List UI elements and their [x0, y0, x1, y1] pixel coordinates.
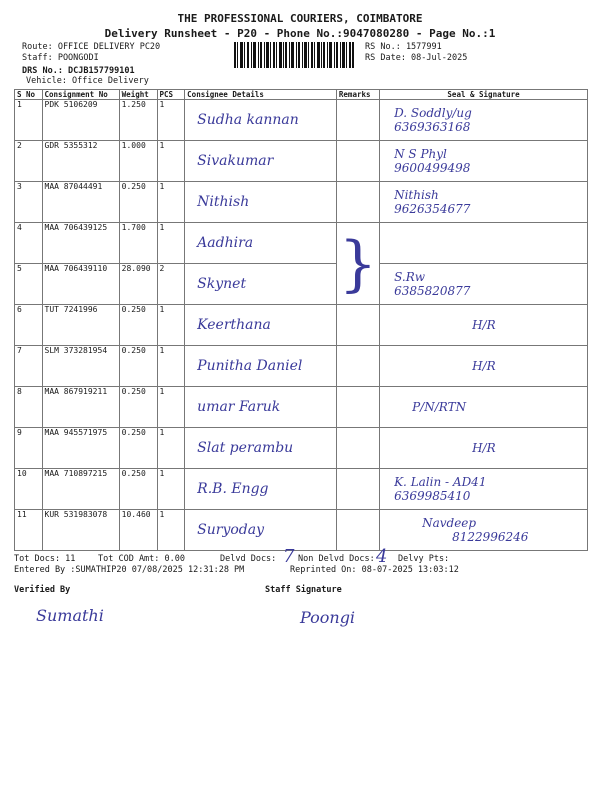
reprinted-on: Reprinted On: 08-07-2025 13:03:12 [290, 565, 459, 575]
seal-signature: S.Rw [394, 270, 426, 284]
non-delivered-docs-value: 4 [376, 546, 388, 567]
cell-weight: 28.090 [119, 264, 157, 305]
cell-consignment: MAA 706439125 [42, 223, 119, 264]
vehicle-label: Vehicle: Office Delivery [26, 76, 149, 86]
staff-label: Staff: POONGODI [22, 53, 99, 63]
cell-remarks [336, 387, 379, 428]
grouping-brace-icon: } [338, 228, 378, 299]
consignee-name: R.B. Engg [197, 481, 269, 497]
cell-consignee [185, 264, 337, 305]
cell-pcs: 1 [157, 346, 185, 387]
table-row [15, 387, 588, 428]
seal-signature: H/R [472, 441, 496, 455]
cell-pcs: 1 [157, 469, 185, 510]
table-row [15, 182, 588, 223]
consignee-name: Keerthana [197, 317, 271, 333]
cell-seal [380, 387, 588, 428]
cell-weight: 0.250 [119, 428, 157, 469]
cell-seal [380, 469, 588, 510]
delivery-points: Delvy Pts: [398, 554, 450, 564]
consignee-name: Sudha kannan [197, 112, 299, 128]
col-header-weight: Weight [119, 90, 157, 100]
cell-consignee [185, 387, 337, 428]
cell-consignee [185, 182, 337, 223]
cell-consignee [185, 469, 337, 510]
cell-consignee [185, 346, 337, 387]
seal-signature: D. Soddly/ug [394, 106, 472, 120]
cell-consignee [185, 223, 337, 264]
delivered-docs-label: Delvd Docs: [220, 554, 277, 564]
cell-consignee [185, 141, 337, 182]
cell-remarks [336, 100, 379, 141]
consignee-name: Suryoday [197, 522, 265, 538]
consignee-name: Aadhira [197, 235, 254, 251]
cell-seal [380, 346, 588, 387]
runsheet-table [14, 89, 588, 551]
table-row [15, 141, 588, 182]
verified-by-label: Verified By [14, 585, 71, 595]
cell-pcs: 1 [157, 428, 185, 469]
verified-signature: Sumathi [36, 606, 104, 625]
table-header-row [15, 90, 588, 100]
cell-seal [380, 264, 588, 305]
table-row [15, 305, 588, 346]
table-row [15, 346, 588, 387]
consignee-name: umar Faruk [197, 399, 281, 415]
cell-sno: 2 [15, 141, 43, 182]
cell-sno: 3 [15, 182, 43, 223]
seal-phone: 6369363168 [394, 120, 471, 134]
cell-consignee [185, 305, 337, 346]
table-row [15, 223, 588, 264]
cell-remarks [336, 182, 379, 223]
cell-consignment: MAA 710897215 [42, 469, 119, 510]
table-row [15, 100, 588, 141]
total-cod: Tot COD Amt: 0.00 [98, 554, 185, 564]
cell-consignment: MAA 945571975 [42, 428, 119, 469]
cell-seal [380, 100, 588, 141]
table-row [15, 264, 588, 305]
cell-sno: 1 [15, 100, 43, 141]
cell-weight: 1.000 [119, 141, 157, 182]
cell-seal [380, 510, 588, 551]
table-row [15, 428, 588, 469]
cell-seal [380, 305, 588, 346]
col-header-remarks: Remarks [336, 90, 379, 100]
cell-remarks [336, 469, 379, 510]
cell-sno: 6 [15, 305, 43, 346]
drs-number: DRS No.: DCJB157799101 [22, 66, 135, 76]
cell-remarks [336, 428, 379, 469]
cell-pcs: 1 [157, 387, 185, 428]
seal-phone: 9626354677 [394, 202, 471, 216]
col-header-sno: S No [15, 90, 43, 100]
cell-consignee [185, 510, 337, 551]
cell-pcs: 1 [157, 100, 185, 141]
cell-weight: 0.250 [119, 469, 157, 510]
seal-phone: 8122996246 [452, 530, 529, 544]
col-header-consignee: Consignee Details [185, 90, 337, 100]
staff-signature: Poongi [300, 608, 356, 627]
seal-signature: P/N/RTN [412, 400, 467, 414]
company-title: THE PROFESSIONAL COURIERS, COIMBATORE [177, 12, 423, 25]
seal-phone: 6369985410 [394, 489, 471, 503]
seal-phone: 6385820877 [394, 284, 471, 298]
cell-consignment: TUT 7241996 [42, 305, 119, 346]
table-row [15, 469, 588, 510]
cell-weight: 1.250 [119, 100, 157, 141]
seal-phone: 9600499498 [394, 161, 471, 175]
rs-number: RS No.: 1577991 [365, 42, 442, 52]
col-header-consignment: Consignment No [42, 90, 119, 100]
cell-pcs: 1 [157, 223, 185, 264]
cell-consignment: KUR 531983078 [42, 510, 119, 551]
cell-sno: 8 [15, 387, 43, 428]
barcode-image [234, 42, 354, 68]
cell-pcs: 1 [157, 182, 185, 223]
cell-remarks [336, 346, 379, 387]
seal-signature: H/R [472, 359, 496, 373]
cell-seal [380, 223, 588, 264]
col-header-pcs: PCS [157, 90, 185, 100]
cell-weight: 0.250 [119, 305, 157, 346]
delivered-docs-value: 7 [283, 546, 295, 567]
cell-remarks [336, 510, 379, 551]
cell-weight: 0.250 [119, 387, 157, 428]
non-delivered-docs-label: Non Delvd Docs: [298, 554, 375, 564]
cell-consignee [185, 100, 337, 141]
cell-pcs: 2 [157, 264, 185, 305]
total-docs: Tot Docs: 11 [14, 554, 76, 564]
cell-pcs: 1 [157, 141, 185, 182]
rs-date: RS Date: 08-Jul-2025 [365, 53, 468, 63]
seal-signature: N S Phyl [394, 147, 447, 161]
cell-weight: 0.250 [119, 346, 157, 387]
cell-sno: 4 [15, 223, 43, 264]
cell-weight: 10.460 [119, 510, 157, 551]
cell-pcs: 1 [157, 510, 185, 551]
cell-pcs: 1 [157, 305, 185, 346]
cell-consignment: PDK 5106209 [42, 100, 119, 141]
route-label: Route: OFFICE DELIVERY PC20 [22, 42, 161, 52]
cell-consignment: SLM 373281954 [42, 346, 119, 387]
consignee-name: Punitha Daniel [197, 358, 303, 374]
seal-signature: Navdeep [422, 516, 477, 530]
cell-sno: 11 [15, 510, 43, 551]
cell-seal [380, 182, 588, 223]
cell-seal [380, 428, 588, 469]
cell-consignment: MAA 867919211 [42, 387, 119, 428]
runsheet-subtitle: Delivery Runsheet - P20 - Phone No.:9047080280 - Page No.:1 [104, 27, 496, 40]
entered-by: Entered By :SUMATHIP20 07/08/2025 12:31:28 PM [14, 565, 245, 575]
cell-weight: 1.700 [119, 223, 157, 264]
consignee-name: Skynet [197, 276, 247, 292]
seal-signature: Nithish [394, 188, 439, 202]
consignee-name: Sivakumar [197, 153, 274, 169]
col-header-seal: Seal & Signature [380, 90, 588, 100]
cell-consignee [185, 428, 337, 469]
cell-remarks [336, 305, 379, 346]
cell-sno: 10 [15, 469, 43, 510]
cell-remarks [336, 141, 379, 182]
cell-seal [380, 141, 588, 182]
cell-sno: 5 [15, 264, 43, 305]
seal-signature: K. Lalin - AD41 [394, 475, 487, 489]
cell-remarks [336, 223, 379, 305]
cell-weight: 0.250 [119, 182, 157, 223]
staff-signature-label: Staff Signature [265, 585, 342, 595]
cell-sno: 7 [15, 346, 43, 387]
table-row [15, 510, 588, 551]
cell-sno: 9 [15, 428, 43, 469]
seal-signature: H/R [472, 318, 496, 332]
cell-consignment: MAA 87044491 [42, 182, 119, 223]
consignee-name: Nithish [197, 194, 250, 210]
consignee-name: Slat perambu [197, 440, 294, 456]
cell-consignment: MAA 706439110 [42, 264, 119, 305]
cell-consignment: GDR 5355312 [42, 141, 119, 182]
